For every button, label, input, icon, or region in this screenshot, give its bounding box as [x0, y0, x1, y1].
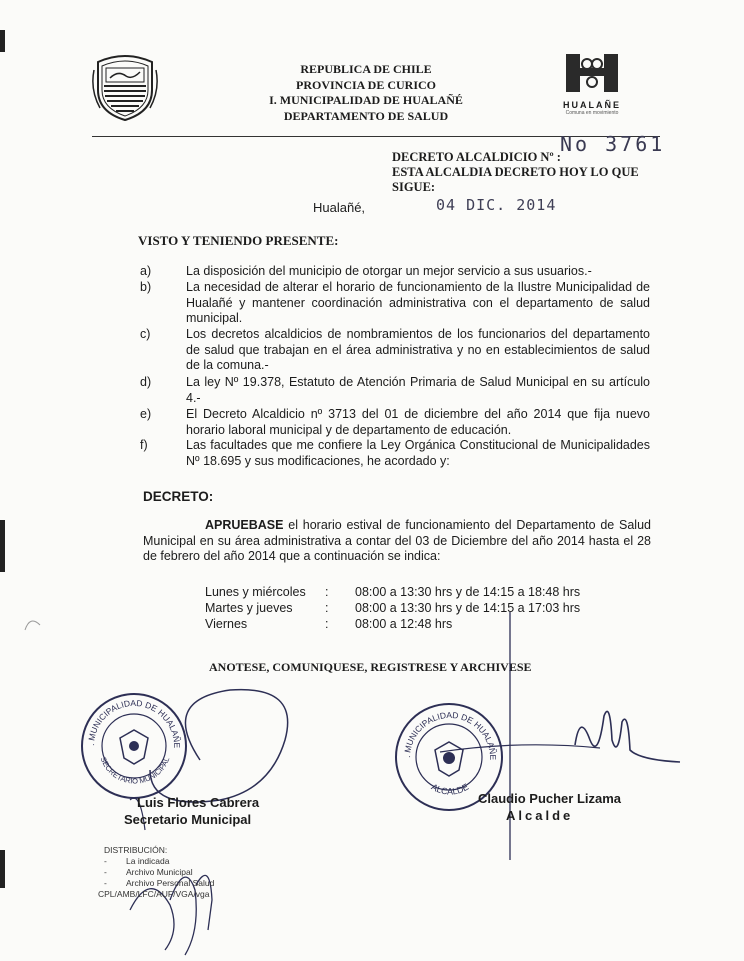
visto-item — [140, 407, 650, 438]
schedule-day: Lunes y miércoles — [205, 585, 306, 599]
item-letter: b) — [140, 280, 152, 294]
seal-top-text: . MUNICIPALIDAD DE HUALAÑE — [85, 697, 183, 749]
schedule-day: Viernes — [205, 617, 248, 631]
seal-top-text: . MUNICIPALIDAD DE HUALAÑE — [401, 709, 499, 761]
schedule-day: Martes y jueves — [205, 601, 293, 615]
visto-item — [140, 264, 650, 280]
header-line-department: DEPARTAMENTO DE SALUD — [283, 108, 449, 123]
item-letter: d) — [140, 375, 152, 389]
schedule-colon: : — [325, 585, 329, 599]
decreto-body — [143, 518, 651, 565]
item-text: Los decretos alcaldicios de nombramientos de los funcionarios del departamento de salud que trabajan en el área administrativa y no en establecimientos de salud de la comuna.- — [186, 327, 650, 372]
decree-label: DECRETO ALCALDICIO Nº : — [392, 150, 561, 164]
header-line-municipality: I. MUNICIPALIDAD DE HUALAÑÉ — [269, 93, 463, 107]
scan-edge-mark — [0, 850, 5, 888]
schedule-hours: 08:00 a 13:30 hrs y de 14:15 a 17:03 hrs — [355, 601, 581, 615]
visto-item — [140, 280, 650, 327]
place-name: Hualañé, — [313, 200, 366, 215]
decreto-body-text: el horario estival de funcionamiento del Departamento de Salud Municipal en su área administrativa a contar del 03 de Diciembre del año 2014 hasta el 28 de febrero del año 2014 que a continuación se indica: — [143, 518, 651, 563]
distribution-heading: DISTRIBUCIÓN: — [104, 845, 168, 855]
visto-heading: VISTO Y TENIENDO PRESENTE: — [138, 233, 339, 248]
hualane-logo — [560, 52, 624, 118]
scan-edge-mark — [0, 520, 5, 572]
mayor-title: Alcalde — [506, 808, 574, 823]
item-letter: a) — [140, 264, 152, 278]
mayor-name: Claudio Pucher Lizama — [478, 791, 622, 806]
logo-tagline: Comuna en movimiento — [565, 110, 619, 116]
municipal-crest-icon — [92, 50, 158, 122]
distribution-list — [98, 845, 215, 900]
decree-number-stamp: No 3761 — [560, 132, 666, 156]
hualane-h-icon — [560, 52, 624, 96]
seal-bottom-text: SECRETARIO MUNICIPAL — [98, 755, 172, 786]
visto-item — [140, 327, 650, 374]
secretary-title: Secretario Municipal — [124, 812, 252, 827]
item-text: La necesidad de alterar el horario de funcionamiento de la Ilustre Municipalidad de Hualañé y mantener coordinación administrativa con el departamento de salud municipal. — [186, 280, 650, 325]
secretary-name: Luis Flores Cabrera — [137, 795, 260, 810]
item-letter: f) — [140, 438, 148, 452]
schedule-hours: 08:00 a 12:48 hrs — [355, 617, 453, 631]
item-text: Las facultades que me confiere la Ley Orgánica Constitucional de Municipalidades Nº 18.695 y sus modificaciones, he acordado y: — [186, 438, 650, 468]
header-line-country: REPUBLICA DE CHILE — [300, 62, 432, 76]
distribution-item: - Archivo Personal Salud — [104, 878, 215, 888]
closing-formula: ANOTESE, COMUNIQUESE, REGISTRESE Y ARCHIVESE — [209, 660, 532, 674]
schedule-colon: : — [325, 601, 329, 615]
logo-wordmark: HUALAÑE — [563, 100, 621, 110]
distribution-item: - La indicada — [104, 856, 170, 866]
header-line-province: PROVINCIA DE CURICO — [295, 77, 436, 92]
header-block — [250, 62, 482, 124]
schedule-hours: 08:00 a 13:30 hrs y de 14:15 a 18:48 hrs — [355, 585, 581, 599]
schedule-colon: : — [325, 617, 329, 631]
distribution-initials: CPL/AMB/LFC/AUF/VGA/vga — [98, 889, 210, 899]
item-letter: e) — [140, 407, 152, 421]
decreto-heading: DECRETO: — [143, 489, 214, 504]
item-text: El Decreto Alcaldicio nº 3713 del 01 de diciembre del año 2014 que fija nuevo horario laboral municipal y de departamento de educación. — [186, 407, 650, 437]
visto-item — [140, 438, 650, 469]
secretary-seal-icon — [78, 690, 190, 802]
distribution-item: - Archivo Municipal — [104, 867, 193, 877]
seal-bottom-text: ALCALDE — [429, 781, 471, 797]
visto-item — [140, 375, 650, 406]
decreto-lead: APRUEBASE — [205, 518, 284, 532]
scan-edge-mark — [0, 30, 5, 52]
decree-subtitle: ESTA ALCALDIA DECRETO HOY LO QUE SIGUE: — [392, 165, 639, 194]
item-text: La disposición del municipio de otorgar un mejor servicio a sus usuarios.- — [186, 264, 592, 278]
date-stamp: 04 DIC. 2014 — [436, 196, 557, 214]
item-letter: c) — [140, 327, 151, 341]
item-text: La ley Nº 19.378, Estatuto de Atención Primaria de Salud Municipal en su artículo 4.- — [186, 375, 650, 405]
